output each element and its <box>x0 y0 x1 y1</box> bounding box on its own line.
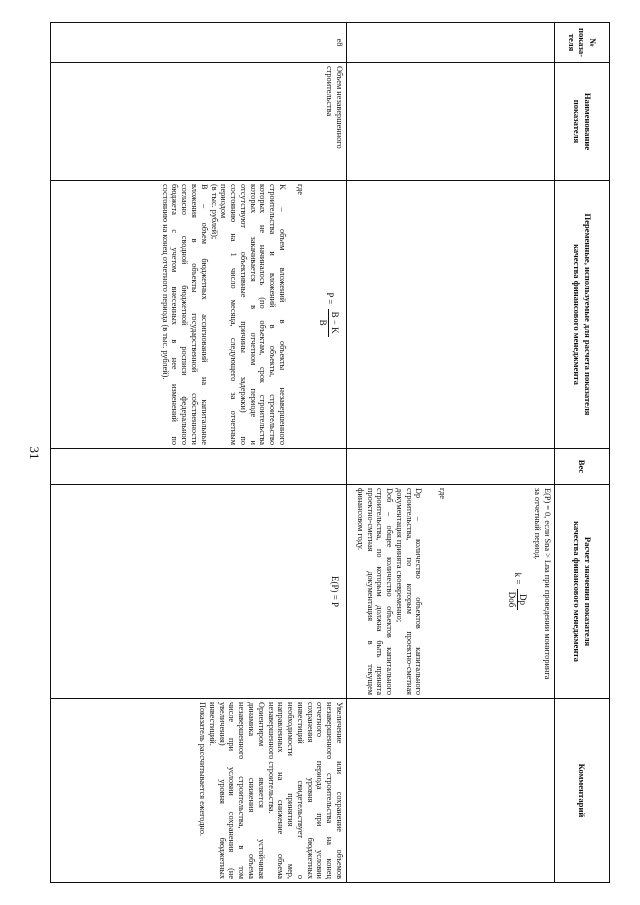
comment-line: Показатель рассчитывается ежегодно. <box>198 702 208 837</box>
where-label: где <box>438 488 448 499</box>
table-row-continued <box>347 23 555 883</box>
variable-line: периодом <box>219 184 229 219</box>
variable-line: строительства и вложений в объекты, строительство <box>268 184 278 445</box>
variable-definitions <box>160 184 287 445</box>
cell-e8-code: е8 <box>51 23 347 63</box>
header-comment: Комментарий <box>555 699 610 883</box>
comment-line: динамика снижения объема <box>246 702 256 879</box>
calc-condition-line: E(P) = 0, если Sna > Lna при проведении мониторинга <box>543 488 552 680</box>
comment-line: увеличения) уровня бюджетных <box>217 702 227 879</box>
rotated-page-content <box>50 22 610 882</box>
variable-line: которых закачивается в отчетном периоде и <box>248 184 258 445</box>
definition-line: Dоб – общее количество объектов капитального <box>385 488 395 695</box>
comment-line: отчетного периода при условии <box>315 702 325 879</box>
table-row-e8 <box>51 23 347 883</box>
variable-line: бюджета с учетом внесенных в нее изменений по <box>170 184 180 445</box>
cell-prev-variables <box>347 181 555 449</box>
variable-line: согласно сводной бюджетной росписи федерального <box>180 184 190 445</box>
indicators-table <box>50 22 610 883</box>
comment-line: незавершенного строительства на конец <box>325 702 335 879</box>
formula-denominator: B <box>318 319 329 326</box>
cell-prev-weight <box>347 449 555 485</box>
variable-line: (в тыс. рублей); <box>209 184 219 240</box>
cell-e8-calculation <box>51 485 347 699</box>
comment-line: числе при условии сохранения (не <box>227 702 237 879</box>
definition-line: проектно-сметная документация в текущем <box>365 488 375 695</box>
comment-line: направленных на снижение объема <box>276 702 286 879</box>
cell-e8-comment <box>51 699 347 883</box>
cell-e8-weight <box>51 449 347 485</box>
variable-line: вложения в объекты государственной собственности <box>189 184 199 445</box>
variable-line: B – объем бюджетных ассигнований на капитальные <box>199 184 209 445</box>
variable-line: K – объем вложений в объекты незавершенного <box>278 184 287 445</box>
header-number: № показа- теля <box>555 23 610 63</box>
table-header-row <box>555 23 610 883</box>
calc-definitions <box>355 488 423 695</box>
cell-e8-name: Объем незавершенного строительства <box>51 63 347 181</box>
variable-line: отсутствуют объективные причины задержки) по <box>238 184 248 445</box>
cell-prev-comment <box>347 699 555 883</box>
comment-line: необходимости принятия мер, <box>286 702 296 879</box>
formula-k: k = Dр Dоб <box>506 488 528 695</box>
definition-line: строительства, по которым должна быть принята <box>375 488 385 695</box>
formula-numerator: B − K <box>328 309 340 337</box>
comment-line: незавершенного строительства. <box>266 702 276 814</box>
comment-line: Увеличение или сохранение объемов <box>335 702 344 879</box>
definition-line: строительства, по которым проектно-сметная <box>404 488 414 695</box>
header-weight: Вес <box>555 449 610 485</box>
header-variables: Переменные, используемые для расчета показателя качества финансового менеджмента <box>555 181 610 449</box>
variable-line: которых не начиналось (по объектам, срок строительства <box>258 184 268 445</box>
comment-line: инвестиций свидетельствует о <box>295 702 305 879</box>
definition-line: Dр – количество объектов капитального <box>414 488 424 695</box>
calc-condition-line: за отчетный период. <box>533 488 543 560</box>
page-number: 31 <box>27 446 42 460</box>
cell-prev-number <box>347 23 555 63</box>
variable-line: состоянию на 1 число месяца, следующего за отчетным <box>229 184 239 445</box>
comment-line: незавершенного строительства, в том <box>237 702 247 879</box>
formula-denominator: Dоб <box>506 591 517 608</box>
header-name: Наименование показателя <box>555 63 610 181</box>
header-calculation: Расчет значения показателя качества финансового менеджмента <box>555 485 610 699</box>
variable-line: состоянию на конец отчетного периода (в тыс. рублей). <box>160 184 170 380</box>
definition-line: документация принята своевременно; <box>394 488 404 623</box>
calculation-formula: E(P) = P <box>330 575 340 608</box>
comment-line: сохранения уровня бюджетных <box>305 702 315 879</box>
comment-line: Ориентиром является устойчивая <box>256 702 266 879</box>
cell-prev-name <box>347 63 555 181</box>
formula-numerator: Dр <box>517 589 529 611</box>
cell-e8-variables <box>51 181 347 449</box>
comment-text <box>197 702 344 879</box>
cell-prev-calculation <box>347 485 555 699</box>
where-label: где <box>295 184 305 195</box>
definition-line: финансовом году. <box>355 488 365 551</box>
comment-line: инвестиций. <box>207 702 217 746</box>
formula-p: P = B − K B <box>318 184 340 445</box>
